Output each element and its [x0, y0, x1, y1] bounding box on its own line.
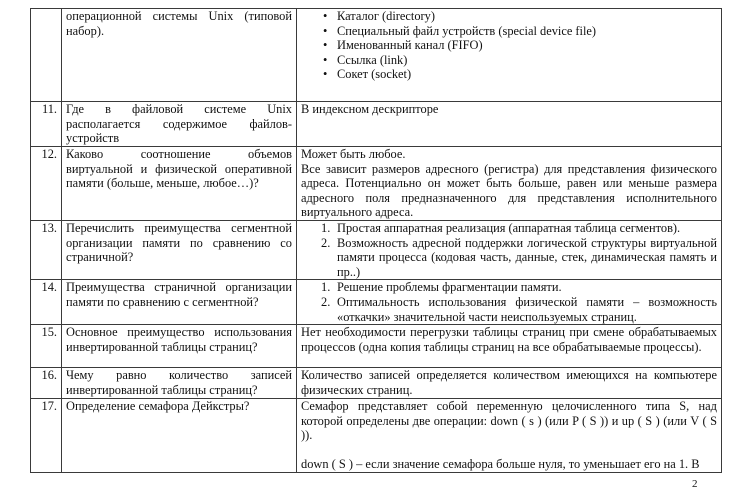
- numbered-list: [301, 221, 717, 279]
- answer-cell: Количество записей определяется количеством имеющихся на компьютере физических страниц.: [297, 368, 722, 399]
- row-number: 16.: [31, 368, 62, 399]
- list-item: [321, 294, 717, 324]
- table-row: [31, 280, 722, 325]
- question-cell: операционной системы Unix (типовой набор).: [62, 9, 297, 102]
- question-cell: Чему равно количество записей инвертированной таблицы страниц?: [62, 368, 297, 399]
- row-number: 15.: [31, 325, 62, 368]
- qa-table: [30, 8, 722, 473]
- answer-cell: В индексном дескрипторе: [297, 102, 722, 147]
- answer-line: Может быть любое.: [301, 147, 406, 161]
- question-cell: Каково соотношение объемов виртуальной и физической оперативной памяти (больше, меньше, любое…)?: [62, 147, 297, 221]
- paragraph-gap: [301, 443, 717, 457]
- answer-cell: [297, 220, 722, 279]
- row-number: 12.: [31, 147, 62, 221]
- answer-cell: Нет необходимости перегрузки таблицы страниц при смене обрабатываемых процессов (одна копия таблицы страниц на все обрабатываемые процессы).: [297, 325, 722, 368]
- question-cell: Определение семафора Дейкстры?: [62, 399, 297, 473]
- answer-cell: [297, 399, 722, 473]
- list-item: • Специальный файл устройств (special device file): [337, 24, 717, 39]
- list-item: • Сокет (socket): [337, 67, 717, 82]
- list-number: 1.: [321, 280, 331, 295]
- list-number: 2.: [321, 235, 331, 250]
- list-item: • Ссылка (link): [337, 53, 717, 68]
- table-row: [31, 102, 722, 147]
- bullet-list: [301, 9, 717, 82]
- list-number: 2.: [321, 294, 331, 309]
- table-row: [31, 399, 722, 473]
- question-cell: Перечислить преимущества сегментной организации памяти по сравнению со страничной?: [62, 220, 297, 279]
- answer-cell: [297, 147, 722, 221]
- table-row: [31, 147, 722, 221]
- table-row: [31, 368, 722, 399]
- row-number: 13.: [31, 220, 62, 279]
- row-number: [31, 9, 62, 102]
- list-item: [321, 280, 717, 295]
- list-text: Возможность адресной поддержки логической структуры виртуальной памяти процесса (кодовая часть, данные, стек, динамическая память и пр..): [337, 235, 717, 279]
- answer-cell: [297, 280, 722, 325]
- table-row: [31, 220, 722, 279]
- question-cell: Преимущества страничной организации памяти по сравнению с сегментной?: [62, 280, 297, 325]
- row-number: 17.: [31, 399, 62, 473]
- list-item: • Каталог (directory): [337, 9, 717, 24]
- answer-paragraph: down ( S ) – если значение семафора больше нуля, то уменьшает его на 1. В: [301, 456, 700, 471]
- list-item: • Именованный канал (FIFO): [337, 38, 717, 53]
- answer-paragraph: Семафор представляет собой переменную целочисленного типа S, над которой определены две операции: down ( s ) (или P ( S )) и up ( S ) (или V ( S )).: [301, 399, 717, 443]
- page-number: 2: [692, 478, 698, 490]
- row-number: 14.: [31, 280, 62, 325]
- table-row: [31, 325, 722, 368]
- question-cell: Основное преимущество использования инвертированной таблицы страниц?: [62, 325, 297, 368]
- question-cell: Где в файловой системе Unix располагается содержимое файлов-устройств: [62, 102, 297, 147]
- list-number: 1.: [321, 220, 331, 235]
- list-text: Решение проблемы фрагментации памяти.: [337, 280, 562, 295]
- list-item: [321, 235, 717, 280]
- table-row: [31, 9, 722, 102]
- list-text: Простая аппаратная реализация (аппаратная таблица сегментов).: [337, 220, 681, 235]
- numbered-list: [301, 280, 717, 324]
- list-text: Оптимальность использования физической памяти – возможность «откачки» значительной части неиспользуемых страниц.: [337, 294, 717, 324]
- answer-cell: [297, 9, 722, 102]
- list-item: [321, 220, 717, 236]
- answer-line: Все зависит размеров адресного (регистра) для представления физического адреса. Потенциально он может быть больше, равен или меньше размера адресного поля предназначенного для представления исполнительного виртуального адреса.: [301, 161, 717, 220]
- row-number: 11.: [31, 102, 62, 147]
